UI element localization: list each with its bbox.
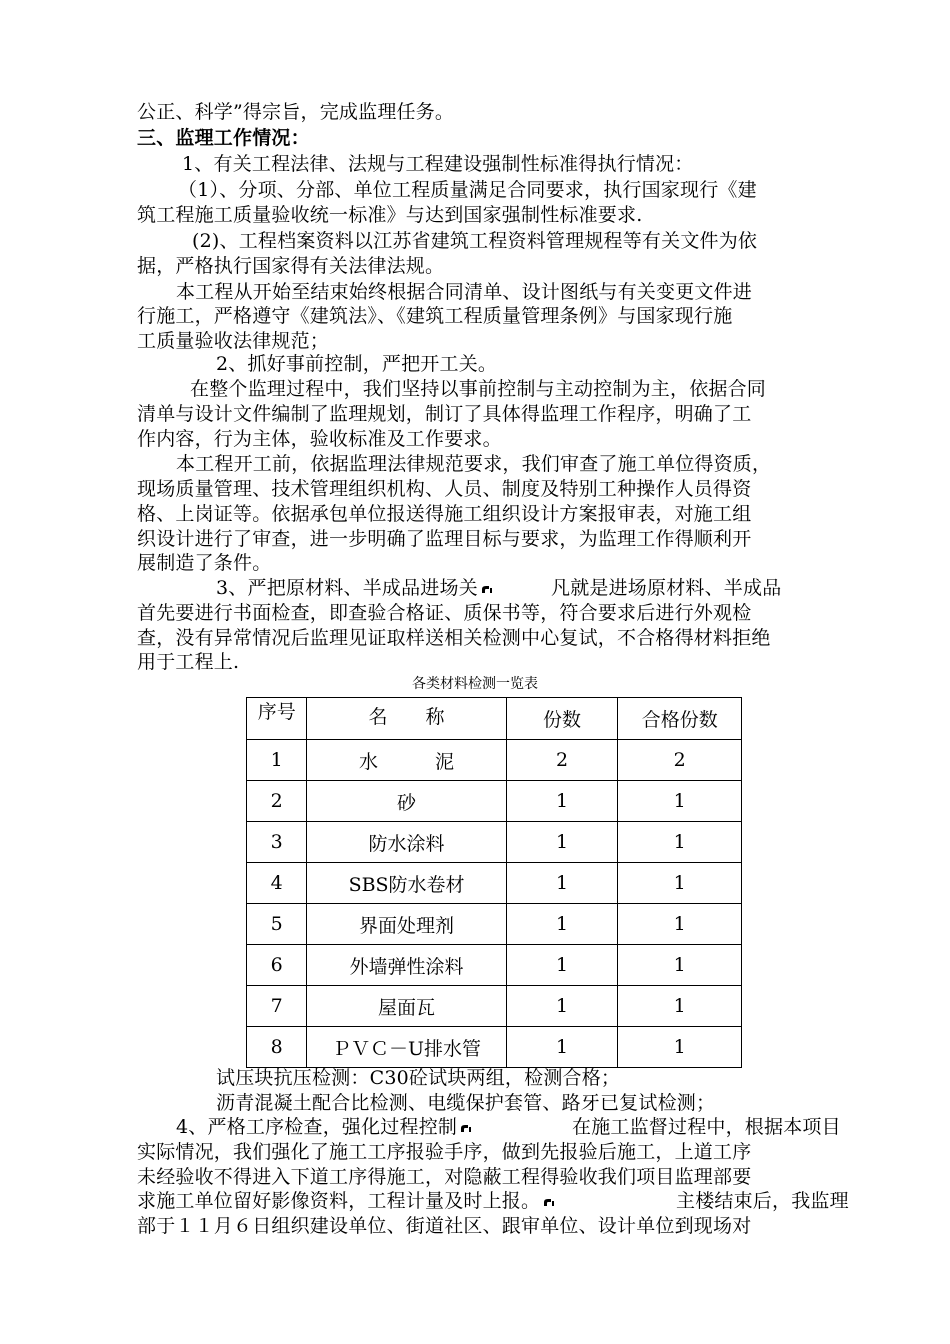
cell-count: 1 (506, 781, 618, 822)
materials-table (246, 697, 742, 1068)
text-line: 格、上岗证等。依据承包单位报送得施工组织设计方案报审表，对施工组 (137, 503, 752, 525)
cell-seq: 1 (247, 740, 307, 781)
header-name: 名 称 (307, 698, 506, 740)
subheading-1: 1、有关工程法律、法规与工程建设强制性标准得执行情况： (182, 153, 694, 175)
header-count: 份数 (506, 698, 618, 740)
cell-passed: 2 (618, 740, 742, 781)
text-line: 首先要进行书面检查，即查验合格证、质保书等，符合要求后进行外观检 (137, 602, 752, 624)
header-passed: 合格份数 (618, 698, 742, 740)
table-row (247, 945, 742, 986)
cell-passed: 1 (618, 863, 742, 904)
cell-count: 1 (506, 945, 618, 986)
cell-name: 防水涂料 (307, 822, 506, 863)
text-line: 筑工程施工质量验收统一标准》与达到国家强制性标准要求. (137, 204, 643, 226)
text-line: 清单与设计文件编制了监理规划，制订了具体得监理工作程序，明确了工 (137, 403, 752, 425)
text-line: 织设计进行了审查，进一步明确了监理目标与要求，为监理工作得顺利开 (137, 528, 752, 550)
cell-seq: 2 (247, 781, 307, 822)
cell-name: 外墙弹性涂料 (307, 945, 506, 986)
cell-name: ＰＶＣ－U排水管 (307, 1027, 506, 1068)
cell-count: 1 (506, 986, 618, 1027)
subheading-3 (216, 576, 496, 600)
text-line: 用于工程上. (137, 651, 240, 673)
section-heading: 三、监理工作情况： (137, 127, 310, 149)
table-header-row (247, 698, 742, 740)
text-line-part: 求施工单位留好影像资料，工程计量及时上报。 (137, 1190, 541, 1212)
embedded-shape-icon (480, 576, 494, 586)
text-line: 据，严格执行国家得有关法律法规。 (137, 255, 445, 277)
text-line: 在整个监理过程中，我们坚持以事前控制与主动控制为主，依据合同 (190, 378, 767, 400)
cell-seq: 5 (247, 904, 307, 945)
table-row (247, 781, 742, 822)
text-line: 凡就是进场原材料、半成品 (551, 577, 782, 599)
subheading-4-text: 4、严格工序检查，强化过程控制 (176, 1116, 458, 1138)
subheading-4 (176, 1115, 475, 1139)
cell-seq: 3 (247, 822, 307, 863)
cell-count: 1 (506, 1027, 618, 1068)
cell-passed: 1 (618, 1027, 742, 1068)
embedded-shape-icon (459, 1115, 473, 1125)
cell-passed: 1 (618, 781, 742, 822)
text-line: 主楼结束后，我监理 (676, 1190, 849, 1212)
cell-passed: 1 (618, 822, 742, 863)
subheading-3-text: 3、严把原材料、半成品进场关 (216, 577, 478, 599)
table-caption: 各类材料检测一览表 (412, 676, 538, 692)
cell-passed: 1 (618, 904, 742, 945)
text-line: (2)、工程档案资料以江苏省建筑工程资料管理规程等有关文件为依 (192, 230, 758, 252)
cell-name: 水 泥 (307, 740, 506, 781)
cell-passed: 1 (618, 986, 742, 1027)
table-row (247, 863, 742, 904)
cell-seq: 4 (247, 863, 307, 904)
cell-name: 砂 (307, 781, 506, 822)
table-row (247, 822, 742, 863)
embedded-shape-icon (542, 1189, 556, 1199)
text-line: （1）、分项、分部、单位工程质量满足合同要求，执行国家现行《建 (178, 179, 757, 201)
subheading-2: 2、抓好事前控制，严把开工关。 (216, 353, 498, 375)
cell-count: 1 (506, 863, 618, 904)
cell-count: 1 (506, 822, 618, 863)
cell-name: 屋面瓦 (307, 986, 506, 1027)
text-line: 行施工，严格遵守《建筑法》、《建筑工程质量管理条例》与国家现行施 (137, 305, 733, 327)
text-line: 在施工监督过程中，根据本项目 (572, 1116, 841, 1138)
table-row (247, 740, 742, 781)
text-line: 实际情况，我们强化了施工工序报验手序，做到先报验后施工，上道工序 (137, 1141, 752, 1163)
text-line (137, 1189, 558, 1213)
cell-seq: 6 (247, 945, 307, 986)
cell-seq: 8 (247, 1027, 307, 1068)
text-line: 本工程开工前，依据监理法律规范要求，我们审查了施工单位得资质， (176, 453, 772, 475)
cell-count: 1 (506, 904, 618, 945)
cell-passed: 1 (618, 945, 742, 986)
table-row (247, 904, 742, 945)
text-line: 未经验收不得进入下道工序得施工，对隐蔽工程得验收我们项目监理部要 (137, 1166, 752, 1188)
header-seq: 序号 (247, 698, 307, 740)
text-line: 工质量验收法律规范； (137, 330, 330, 352)
cell-name: 界面处理剂 (307, 904, 506, 945)
table-row (247, 1027, 742, 1068)
text-line: 公正、科学”得宗旨，完成监理任务。 (137, 101, 455, 123)
text-line: 现场质量管理、技术管理组织机构、人员、制度及特别工种操作人员得资 (137, 478, 752, 500)
text-line: 作内容，行为主体，验收标准及工作要求。 (137, 428, 502, 450)
text-line: 展制造了条件。 (137, 552, 272, 574)
text-line: 部于１１月６日组织建设单位、街道社区、跟审单位、设计单位到现场对 (137, 1215, 752, 1237)
text-line: 查，没有异常情况后监理见证取样送相关检测中心复试，不合格得材料拒绝 (137, 627, 771, 649)
cell-seq: 7 (247, 986, 307, 1027)
table-row (247, 986, 742, 1027)
text-line: 本工程从开始至结束始终根据合同清单、设计图纸与有关变更文件进 (176, 281, 753, 303)
text-line: 试压块抗压检测：C30砼试块两组，检测合格； (216, 1067, 621, 1089)
text-line: 沥青混凝土配合比检测、电缆保护套管、路牙已复试检测； (216, 1092, 716, 1114)
cell-count: 2 (506, 740, 618, 781)
cell-name: SBS防水卷材 (307, 863, 506, 904)
